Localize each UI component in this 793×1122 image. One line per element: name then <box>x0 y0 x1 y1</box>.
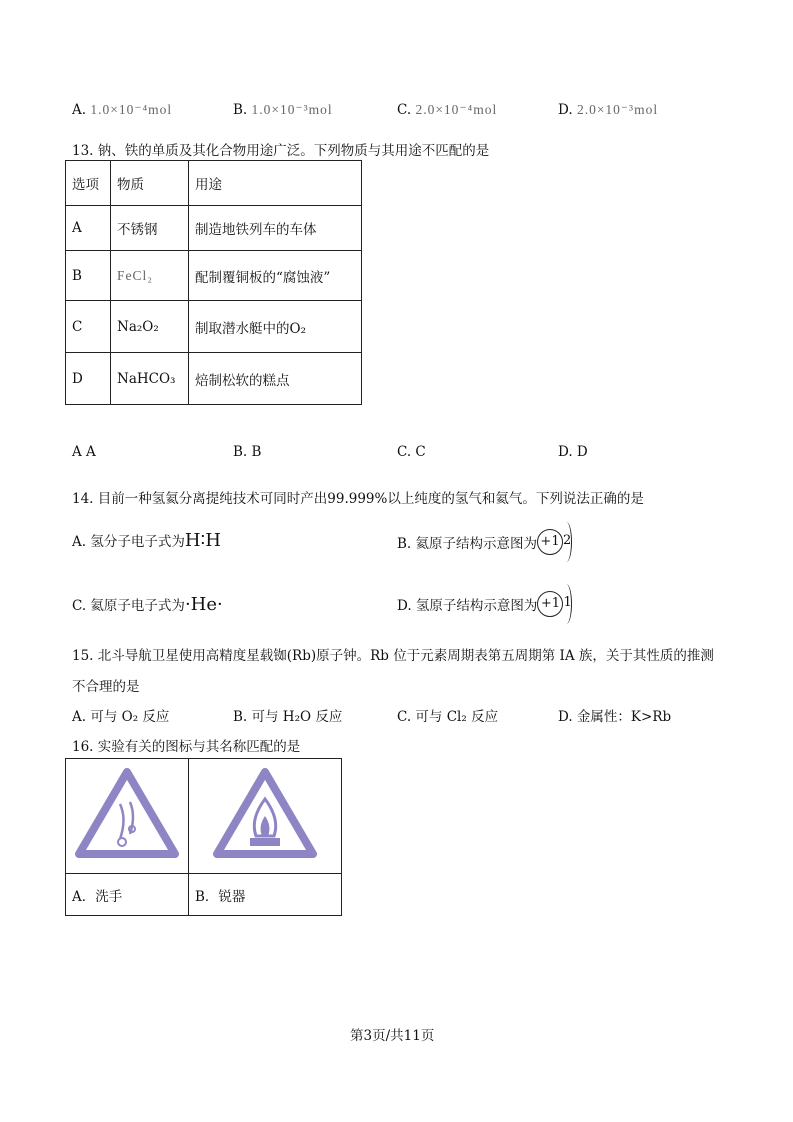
cell: 不锈钢 <box>111 206 189 251</box>
table-header-row <box>66 161 362 206</box>
q14-option-c: C. 氦原子电子式为·He· <box>72 594 223 615</box>
q15-option-d: D. 金属性：K>Rb <box>558 709 672 725</box>
page-footer: 第3页/共11页 <box>350 1028 435 1044</box>
cell: C <box>66 301 111 353</box>
q14-option-b: B. 氦原子结构示意图为 +1 2 <box>397 522 572 562</box>
q14-option-d: D. 氢原子结构示意图为 +1 1 <box>397 584 572 624</box>
flame-warning-icon <box>210 764 320 864</box>
label-cell: B．锐器 <box>189 874 342 916</box>
q13-option-a: A A <box>72 444 96 460</box>
cell: Na₂O₂ <box>111 301 189 353</box>
q15-option-b: B. 可与 H₂O 反应 <box>233 709 343 725</box>
nucleus: +1 <box>537 529 563 555</box>
table-row <box>66 301 362 353</box>
cell: B <box>66 251 111 301</box>
q12-option-b: B. 1.0×10⁻³mol <box>233 102 333 118</box>
cell: 焙制松软的糕点 <box>189 353 362 405</box>
table-row <box>66 206 362 251</box>
hand-washing-warning-icon <box>72 764 182 864</box>
q13-option-c: C. C <box>397 444 426 460</box>
q15-option-c: C. 可与 Cl₂ 反应 <box>397 709 499 725</box>
q15-option-a: A. 可与 O₂ 反应 <box>72 709 170 725</box>
q16-stem: 16. 实验有关的图标与其名称匹配的是 <box>72 739 301 755</box>
q14-stem: 14. 目前一种氢氦分离提纯技术可同时产出99.999%以上纯度的氢气和氦气。下列说法正确的是 <box>72 491 644 507</box>
q12-option-d: D. 2.0×10⁻³mol <box>558 102 659 118</box>
cell: A <box>66 206 111 251</box>
icon-cell <box>189 759 342 874</box>
q13-stem: 13. 钠、铁的单质及其化合物用途广泛。下列物质与其用途不匹配的是 <box>72 143 490 159</box>
q12-option-c: C. 2.0×10⁻⁴mol <box>397 102 498 118</box>
table-row <box>66 353 362 405</box>
header-cell: 选项 <box>66 161 111 206</box>
nucleus: +1 <box>537 591 563 617</box>
cell: 制造地铁列车的车体 <box>189 206 362 251</box>
cell: 制取潜水艇中的O₂ <box>189 301 362 353</box>
cell: D <box>66 353 111 405</box>
header-cell: 物质 <box>111 161 189 206</box>
label-cell: A．洗手 <box>66 874 189 916</box>
q13-option-b: B. B <box>233 444 262 460</box>
q13-option-d: D. D <box>558 444 588 460</box>
q12-option-a: A. 1.0×10⁻⁴mol <box>72 102 173 118</box>
electron-shell: 1 <box>561 584 572 624</box>
q15-stem: 15. 北斗导航卫星使用高精度星载铷(Rb)原子钟。Rb 位于元素周期表第五周期第 IA 族，关于其性质的推测 <box>72 648 714 664</box>
electron-shell: 2 <box>561 522 572 562</box>
table-row <box>66 251 362 301</box>
q15-stem-cont: 不合理的是 <box>72 679 140 695</box>
q16-table <box>65 758 342 916</box>
cell: 配制覆铜板的“腐蚀液” <box>189 251 362 301</box>
icon-cell <box>66 759 189 874</box>
q14-option-a: A. 氢分子电子式为H∶H <box>72 530 221 551</box>
cell: FeCl₂ <box>111 251 189 301</box>
header-cell: 用途 <box>189 161 362 206</box>
cell: NaHCO₃ <box>111 353 189 405</box>
q13-table <box>65 160 362 405</box>
